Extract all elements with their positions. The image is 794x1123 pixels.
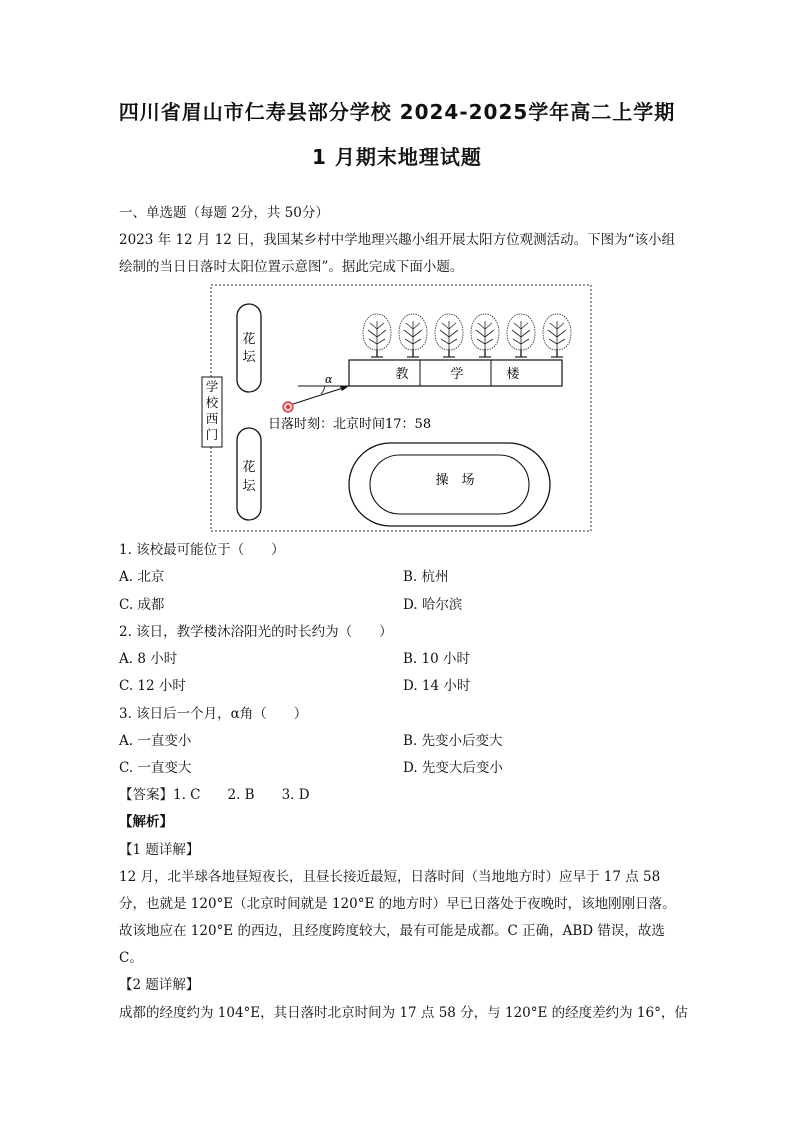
tree-icon xyxy=(471,314,499,357)
tree-icon xyxy=(435,314,463,357)
tree-icon xyxy=(507,314,535,357)
question-3-option-d: D. 先变大后变小 xyxy=(403,760,503,776)
svg-text:校: 校 xyxy=(205,395,219,410)
question-2-option-b: B. 10 小时 xyxy=(403,651,470,667)
intro-line-1: 2023 年 12 月 12 日，我国某乡村中学地理兴趣小组开展太阳方位观测活动。下图为“该小组 xyxy=(119,232,676,248)
svg-text:楼: 楼 xyxy=(506,367,520,382)
title-line-2: 1 月期末地理试题 xyxy=(312,145,482,169)
svg-text:学: 学 xyxy=(450,367,464,382)
section-heading: 一、单选题（每题 2分，共 50分） xyxy=(119,205,329,221)
q1-detail-line-3: 故该地应在 120°E 的西边，且经度跨度较大，最有可能是成都。C 正确，ABD 错误，故选 xyxy=(119,923,665,939)
question-3-option-b: B. 先变小后变大 xyxy=(403,733,503,749)
intro-line-2: 绘制的当日日落时太阳位置示意图”。据此完成下面小题。 xyxy=(119,259,464,275)
question-2-option-d: D. 14 小时 xyxy=(403,678,471,694)
question-2-option-c: C. 12 小时 xyxy=(119,678,186,694)
question-1-option-c: C. 成都 xyxy=(119,597,165,613)
question-3-option-a: A. 一直变小 xyxy=(119,733,192,749)
q1-detail-heading: 【1 题详解】 xyxy=(119,842,200,858)
question-3-stem: 3. 该日后一个月，α角（ ） xyxy=(119,706,308,722)
svg-text:坛: 坛 xyxy=(242,479,256,494)
svg-text:花: 花 xyxy=(242,332,256,347)
q1-detail-line-2: 分，也就是 120°E（北京时间就是 120°E 的地方时）早已日落处于夜晚时，该地刚刚日落。 xyxy=(119,896,676,912)
tree-row xyxy=(363,314,571,357)
question-1-stem: 1. 该校最可能位于（ ） xyxy=(119,542,285,558)
svg-text:学: 学 xyxy=(205,379,219,394)
answer-line: 【答案】1. C 2. B 3. D xyxy=(119,787,310,803)
q2-detail-line-1: 成都的经度约为 104°E，其日落时北京时间为 17 点 58 分，与 120°E 的经度差约为 16°，估 xyxy=(119,1005,688,1021)
tree-icon xyxy=(543,314,571,357)
tree-icon xyxy=(399,314,427,357)
tree-icon xyxy=(363,314,391,357)
question-1-option-b: B. 杭州 xyxy=(403,569,449,585)
alpha-angle-label: α xyxy=(325,373,333,386)
question-1-option-d: D. 哈尔滨 xyxy=(403,597,463,613)
svg-text:西: 西 xyxy=(205,411,219,426)
sun-icon xyxy=(283,402,293,412)
analysis-heading: 【解析】 xyxy=(119,814,173,830)
svg-text:教: 教 xyxy=(395,367,409,382)
svg-text:门: 门 xyxy=(205,427,219,442)
question-1-option-a: A. 北京 xyxy=(119,569,165,585)
q2-detail-heading: 【2 题详解】 xyxy=(119,977,200,993)
title-line-1: 四川省眉山市仁寿县部分学校 2024-2025学年高二上学期 xyxy=(118,100,676,124)
q1-detail-line-4: C。 xyxy=(119,950,143,966)
question-3-option-c: C. 一直变大 xyxy=(119,760,192,776)
svg-text:花: 花 xyxy=(242,460,256,475)
flowerbed-top xyxy=(237,304,261,392)
sunset-time-label: 日落时刻：北京时间17：58 xyxy=(268,417,432,432)
playground-label: 操 场 xyxy=(435,473,475,488)
teaching-building xyxy=(349,360,562,386)
svg-text:坛: 坛 xyxy=(242,350,256,365)
question-2-stem: 2. 该日，教学楼沐浴阳光的时长约为（ ） xyxy=(119,624,393,640)
question-2-option-a: A. 8 小时 xyxy=(119,651,178,667)
playground xyxy=(349,443,550,526)
q1-detail-line-1: 12 月，北半球各地昼短夜长，且昼长接近最短，日落时间（当地地方时）应早于 17 点 58 xyxy=(119,869,661,885)
sunset-position-figure xyxy=(200,283,595,535)
